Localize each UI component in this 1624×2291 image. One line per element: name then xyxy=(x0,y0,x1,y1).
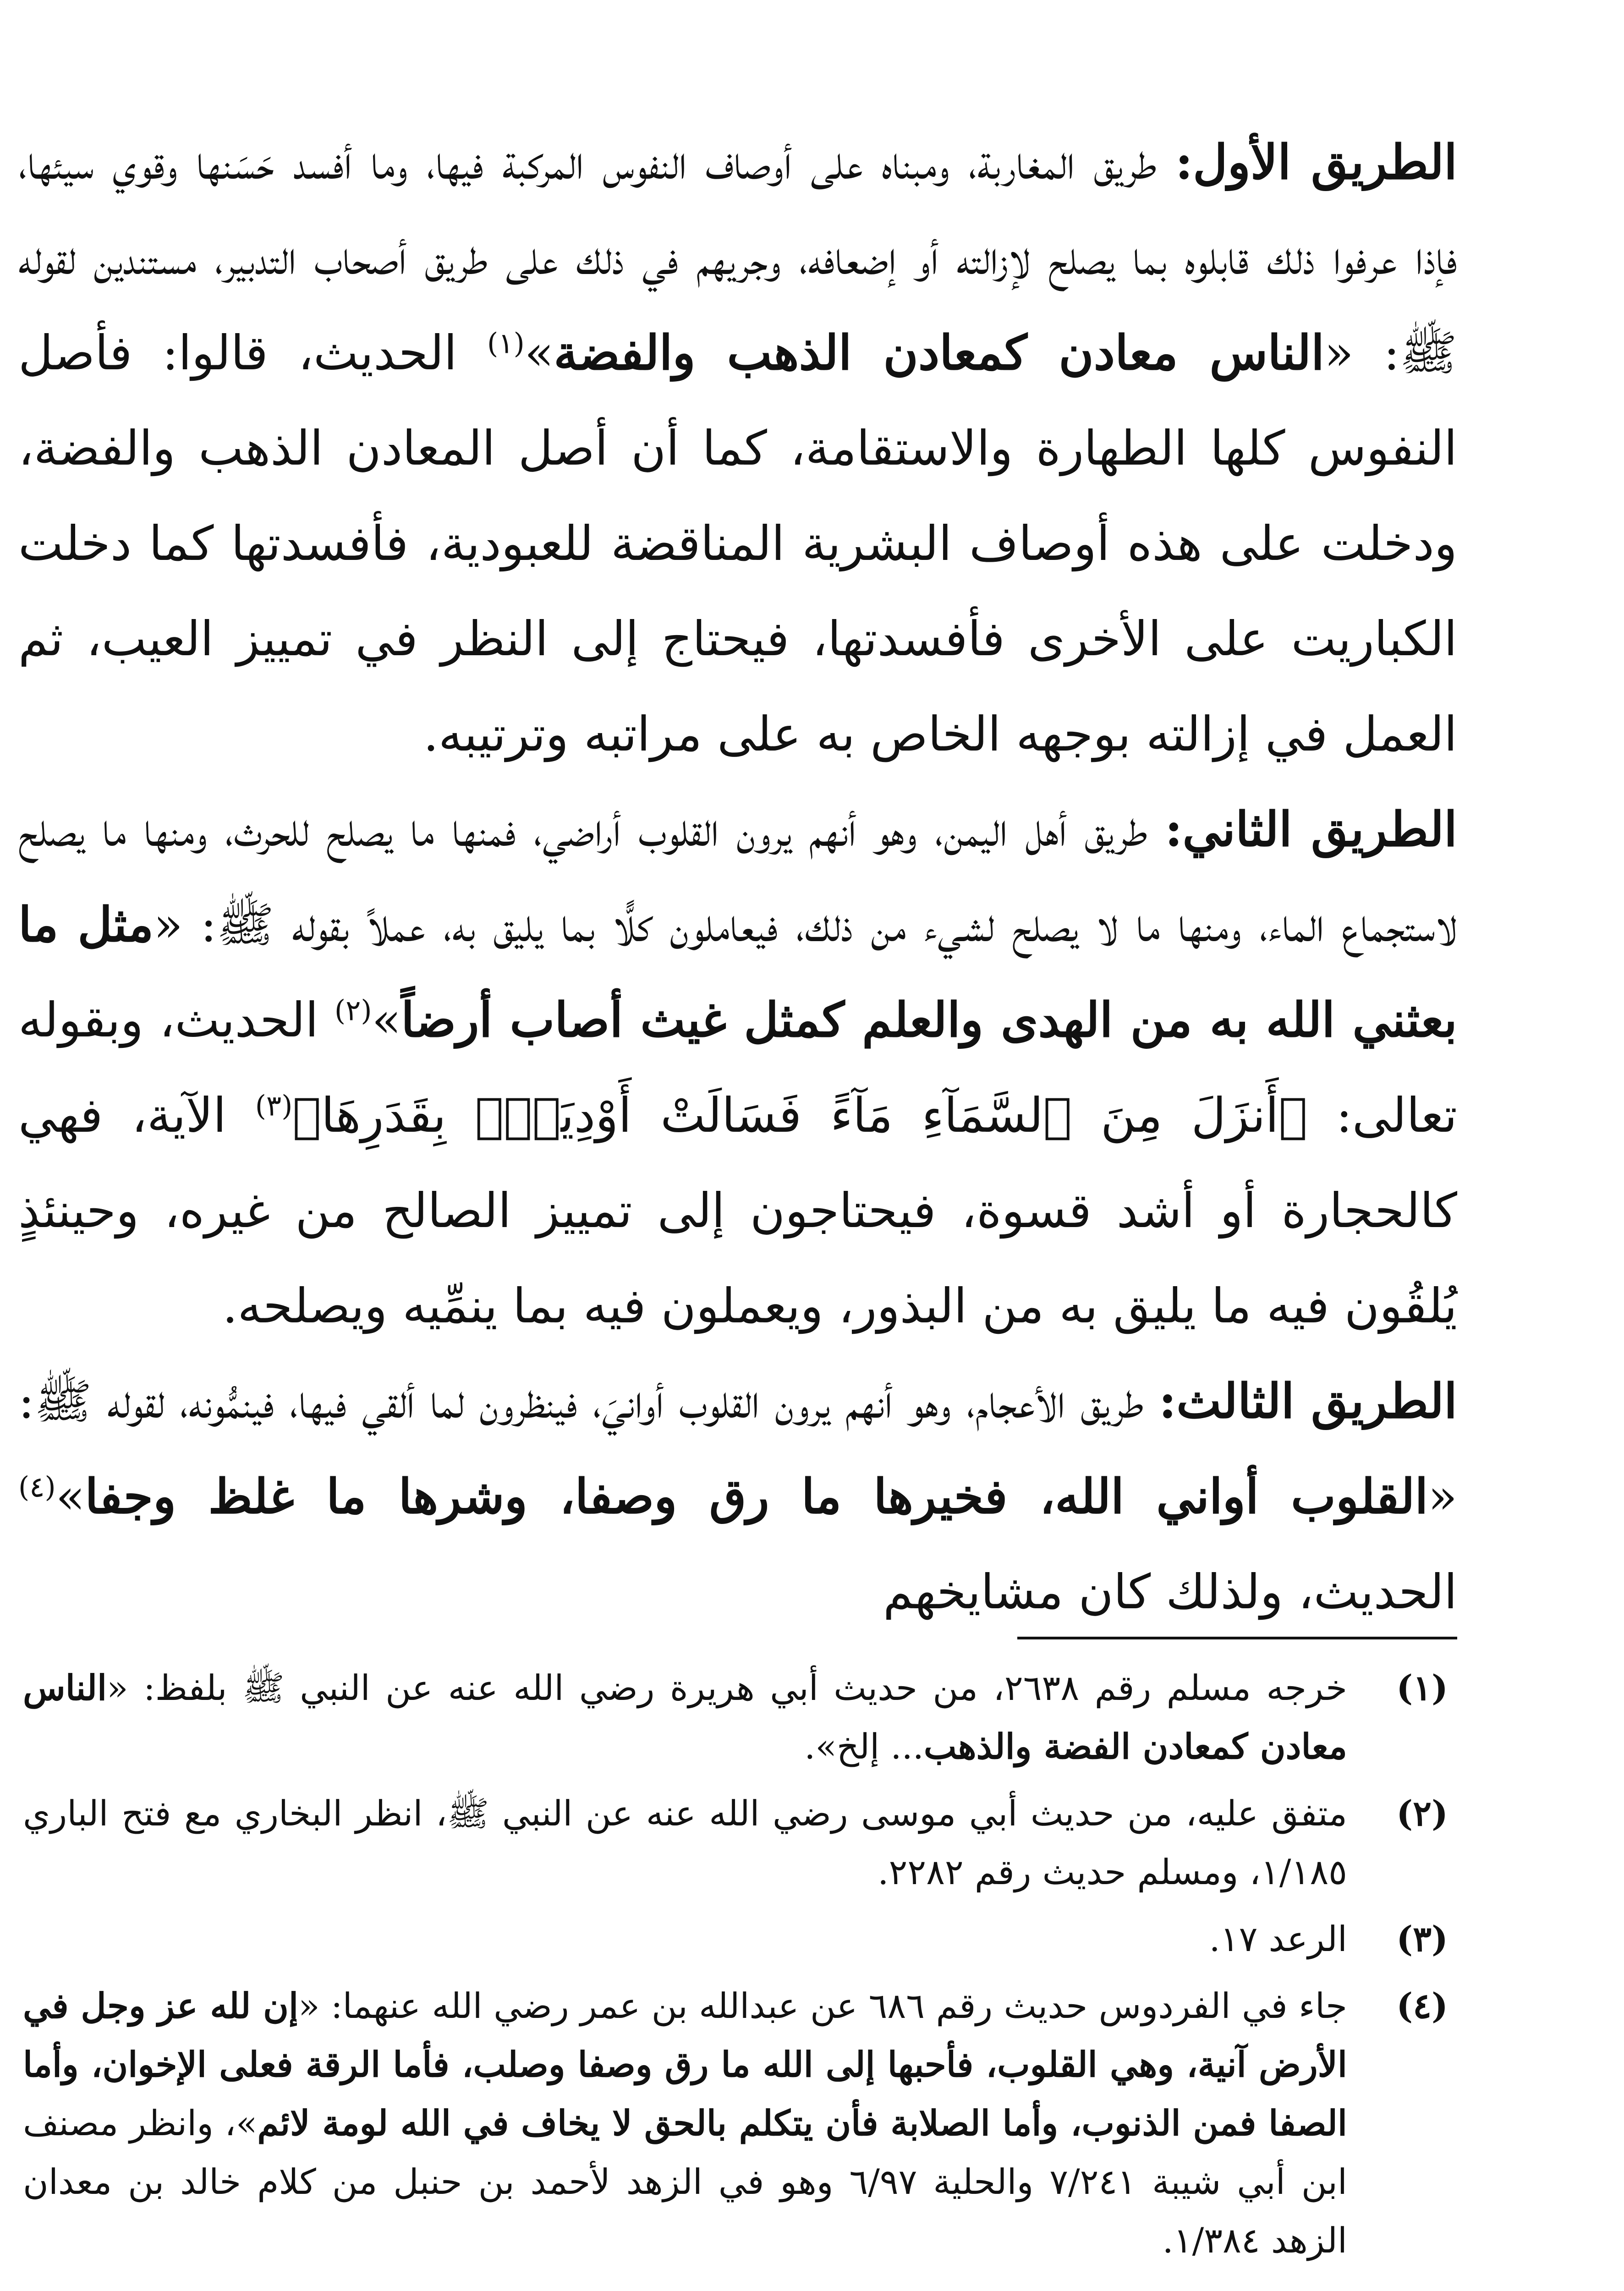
text-segment: جاء في الفردوس حديث رقم ٦٨٦ عن عبدالله بن عمر رضي الله عنهما: « xyxy=(298,1985,1347,2026)
footnote-2 xyxy=(23,1784,1448,1902)
hadith-quote: مثل ما بعثني الله به من الهدى والعلم كمثل غيث أصاب أرضاً xyxy=(18,896,1457,1048)
footnote-ref[interactable]: (٤) xyxy=(18,1470,56,1504)
text-segment: ﴾ xyxy=(292,1087,321,1143)
hadith-quote: القلوب أواني الله، فخيرها ما رق وصفا، وشرها ما غلظ وجفا xyxy=(85,1468,1428,1524)
text-segment: طريق المغاربة، ومبناه على أوصاف النفوس المركبة فيها، وما أفسد حَسَنها وقوي سيئها، فإذا عرفوا ذلك قابلوه بما يصلح لإزالته أو إضعافه، وجريهم في ذلك على طريق أصحاب التدبير، مستندين لقوله ﷺ: « xyxy=(18,134,1457,381)
hadith-quote: الناس معادن كمعادن الفضة والذهب xyxy=(23,1667,1347,1767)
footnote-text xyxy=(23,1977,1347,2270)
text-segment: الحديث، ولذلك كان مشايخهم xyxy=(883,1564,1457,1620)
footnote-ref[interactable]: (٣) xyxy=(255,1089,293,1123)
footnote-number: (٤) xyxy=(1396,1985,1448,2026)
text-segment: ... إلخ». xyxy=(804,1726,924,1767)
quran-verse: أَنزَلَ مِنَ ٱلسَّمَآءِ مَآءً فَسَالَتْ أَوْدِيَةٌۢ بِقَدَرِهَا xyxy=(321,1087,1279,1143)
paragraph-second-way xyxy=(18,782,1457,1354)
footnote-text xyxy=(23,1910,1347,1968)
footnote-4 xyxy=(23,1977,1448,2270)
footnote-text xyxy=(23,1659,1347,1776)
footnote-3 xyxy=(23,1910,1448,1968)
text-segment: » xyxy=(372,992,401,1048)
text-segment: خرجه مسلم رقم ٢٦٣٨، من حديث أبي هريرة رضي الله عنه عن النبي ﷺ بلفظ: « xyxy=(107,1667,1347,1708)
paragraph-first-way xyxy=(18,115,1457,782)
footnote-number: (٢) xyxy=(1396,1793,1448,1834)
text-segment: طريق أهل اليمن، وهو أنهم يرون القلوب أراضي، فمنها ما يصلح للحرث، ومنها ما يصلح لاستجماع الماء، ومنها ما لا يصلح لشيء من ذلك، فيعاملون كلًّا بما يليق به، عملاً بقوله ﷺ: « xyxy=(18,801,1457,953)
text-segment: طريق الأعجام، وهو أنهم يرون القلوب أوانيَ، فينظرون لما ألقي فيها، فينمُّونه، لقوله ﷺ: « xyxy=(18,1373,1457,1524)
section-label-first: الطريق الأول: xyxy=(1175,134,1457,190)
text-segment: » xyxy=(55,1469,85,1524)
text-segment: الحديث، قالوا: فأصل النفوس كلها الطهارة والاستقامة، كما أن أصل المعادن الذهب والفضة، ودخلت على هذه أوصاف البشرية المناقضة للعبودية، فأفسدتها كما دخلت الكباريت على الأخرى فأفسدتها، فيحتاج إلى النظر في تمييز العيب، ثم العمل في إزالته بوجهه الخاص به على مراتبه وترتيبه. xyxy=(18,325,1457,762)
hadith-quote: إن لله عز وجل في الأرض آنية، وهي القلوب، فأحبها إلى الله ما رق وصفا وصلب، فأما الرقة فعلى الإخوان، وأما الصفا فمن الذنوب، وأما الصلابة فأن يتكلم بالحق لا يخاف في الله لومة لائم xyxy=(23,1985,1347,2143)
text-segment: الآية، فهي كالحجارة أو أشد قسوة، فيحتاجون إلى تمييز الصالح من غيره، وحينئذٍ يُلقُون فيه ما يليق به من البذور، ويعملون فيه بما ينمِّيه ويصلحه. xyxy=(18,1087,1457,1334)
footnote-text xyxy=(23,1784,1347,1902)
text-segment: » xyxy=(524,325,554,381)
text-segment: »، وانظر مصنف ابن أبي شيبة ٧/٢٤١ والحلية ٦/٩٧ وهو في الزهد لأحمد بن حنبل من كلام خالد بن معدان الزهد ١/٣٨٤. xyxy=(23,2103,1347,2261)
footnote-ref[interactable]: (٢) xyxy=(334,993,372,1027)
text-segment: متفق عليه، من حديث أبي موسى رضي الله عنه عن النبي ﷺ، انظر البخاري مع فتح الباري ١/١٨٥، ومسلم حديث رقم ٢٢٨٢. xyxy=(23,1793,1347,1892)
section-label-second: الطريق الثاني: xyxy=(1165,801,1457,857)
text-segment: الحديث، وبقوله تعالى: ﴿ xyxy=(18,992,1458,1143)
text-segment: الرعد ١٧. xyxy=(1209,1918,1347,1959)
footnote-separator xyxy=(1017,1637,1457,1639)
section-label-third: الطريق الثالث: xyxy=(1158,1373,1458,1429)
main-text xyxy=(18,115,1457,1639)
hadith-quote: الناس معادن كمعادن الذهب والفضة xyxy=(554,324,1325,381)
footnote-number: (١) xyxy=(1396,1667,1448,1708)
footnote-ref[interactable]: (١) xyxy=(487,326,525,360)
paragraph-third-way xyxy=(18,1354,1457,1639)
footnote-1 xyxy=(23,1659,1448,1776)
footnote-number: (٣) xyxy=(1396,1918,1448,1959)
footnotes xyxy=(23,1659,1448,2278)
